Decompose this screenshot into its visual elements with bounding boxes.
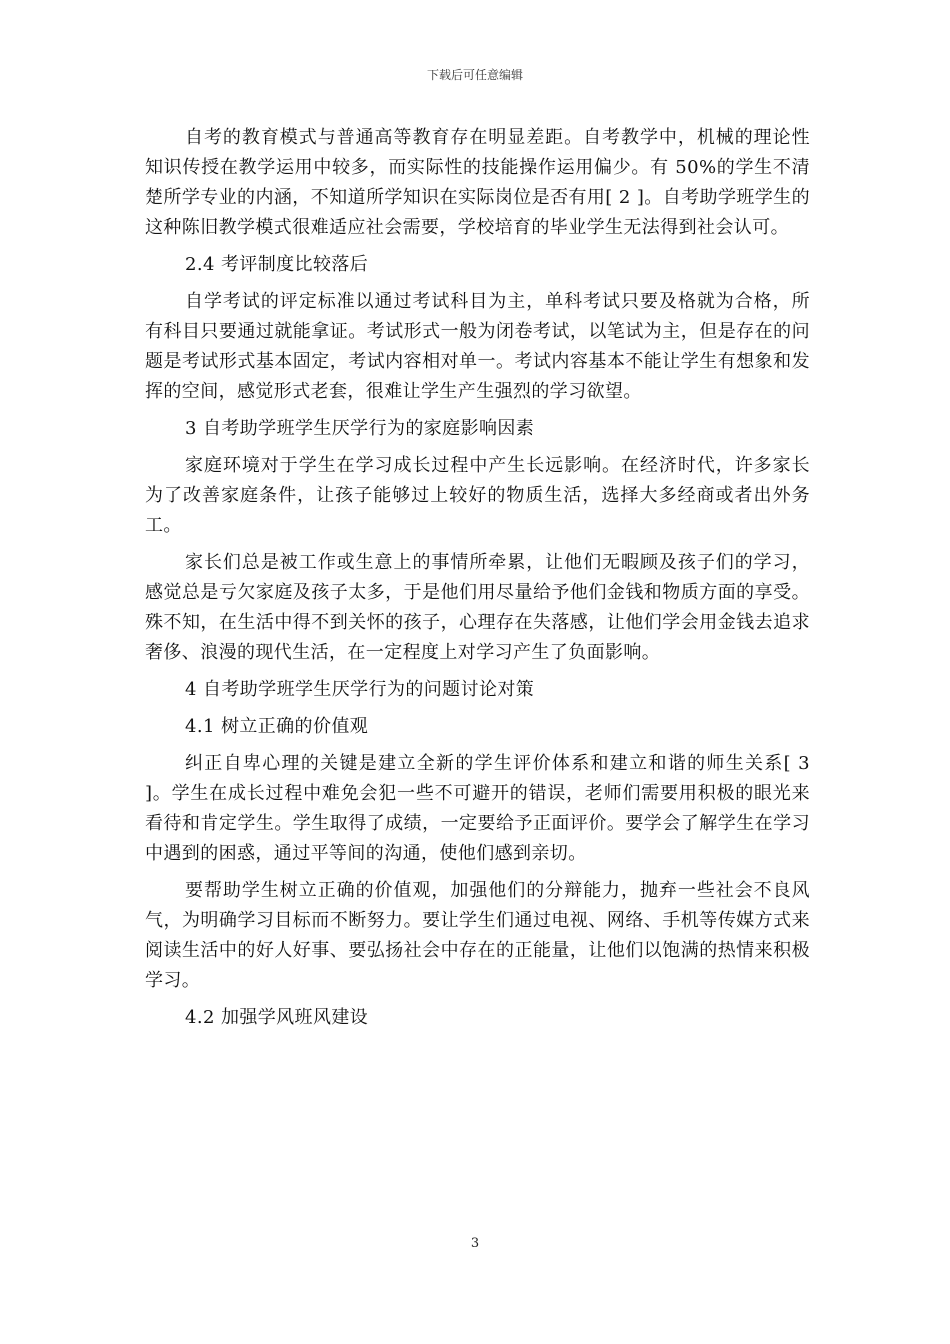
- paragraph: 自考的教育模式与普通高等教育存在明显差距。自考教学中，机械的理论性知识传授在教学运用中较多，而实际性的技能操作运用偏少。有 50%的学生不清楚所学专业的内涵，不知道所学知识在实际岗位是否有用[ 2 ]。自考助学班学生的这种陈旧教学模式很难适应社会需要，学校培育的毕业学生无法得到社会认可。: [145, 127, 810, 238]
- section-heading: 4 自考助学班学生厌学行为的问题讨论对策: [185, 679, 535, 700]
- paragraph: 自学考试的评定标准以通过考试科目为主，单科考试只要及格就为合格，所有科目只要通过就能拿证。考试形式一般为闭卷考试，以笔试为主，但是存在的问题是考试形式基本固定，考试内容相对单一。考试内容基本不能让学生有想象和发挥的空间，感觉形式老套，很难让学生产生强烈的学习欲望。: [145, 291, 810, 402]
- paragraph: 要帮助学生树立正确的价值观，加强他们的分辩能力，抛弃一些社会不良风气，为明确学习目标而不断努力。要让学生们通过电视、网络、手机等传媒方式来阅读生活中的好人好事、要弘扬社会中存在的正能量，让他们以饱满的热情来积极学习。: [145, 880, 810, 991]
- paragraph: 家长们总是被工作或生意上的事情所牵累，让他们无暇顾及孩子们的学习，感觉总是亏欠家庭及孩子太多，于是他们用尽量给予他们金钱和物质方面的享受。殊不知，在生活中得不到关怀的孩子，心理存在失落感，让他们学会用金钱去追求奢侈、浪漫的现代生活，在一定程度上对学习产生了负面影响。: [145, 552, 810, 663]
- page-header: 下载后可任意编辑: [426, 68, 523, 82]
- section-heading: 2.4 考评制度比较落后: [185, 254, 369, 275]
- section-heading: 3 自考助学班学生厌学行为的家庭影响因素: [185, 418, 535, 439]
- paragraph: 纠正自卑心理的关键是建立全新的学生评价体系和建立和谐的师生关系[ 3 ]。学生在成长过程中难免会犯一些不可避开的错误，老师们需要用积极的眼光来看待和肯定学生。学生取得了成绩，一定要给予正面评价。要学会了解学生在学习中遇到的困惑，通过平等间的沟通，使他们感到亲切。: [145, 753, 810, 864]
- subsection-heading: 4.2 加强学风班风建设: [185, 1007, 369, 1028]
- page-number: 3: [470, 1236, 480, 1251]
- document-body: [145, 123, 810, 1040]
- paragraph: 家庭环境对于学生在学习成长过程中产生长远影响。在经济时代，许多家长为了改善家庭条件，让孩子能够过上较好的物质生活，选择大多经商或者出外务工。: [145, 455, 810, 536]
- subsection-heading: 4.1 树立正确的价值观: [185, 716, 369, 737]
